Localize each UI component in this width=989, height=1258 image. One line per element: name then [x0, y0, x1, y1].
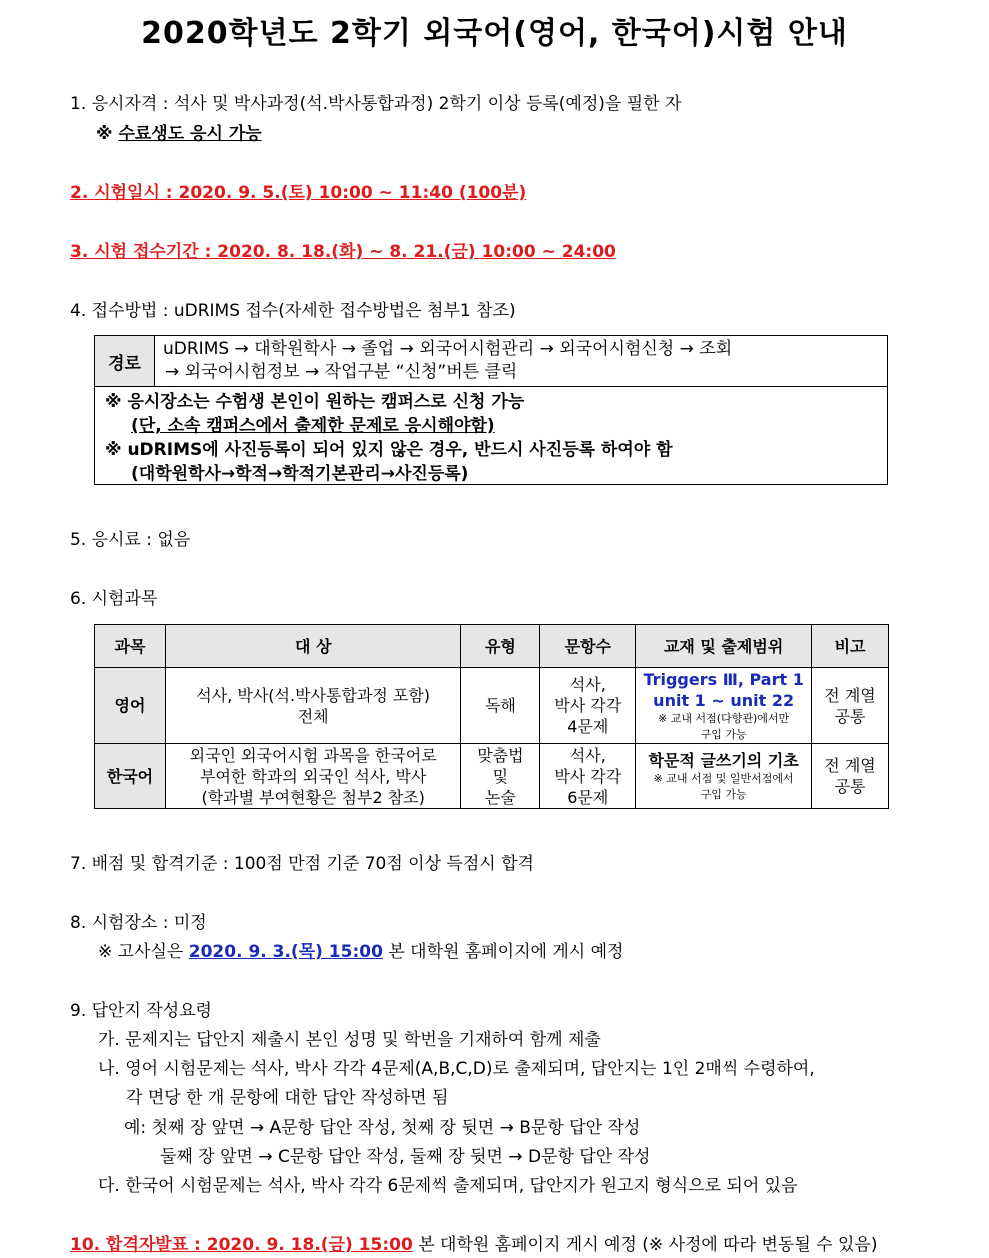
header-subject: 과목 — [95, 625, 166, 668]
page-title: 2020학년도 2학기 외국어(영어, 한국어)시험 안내 — [141, 16, 848, 51]
campus-note: ※ 응시장소는 수험생 본인이 원하는 캠퍼스로 신청 가능 — [105, 392, 525, 412]
remark-cell — [812, 668, 889, 744]
fee-line: 5. 응시료 : 없음 — [70, 530, 191, 550]
answer-rule-c: 다. 한국어 시험문제는 석사, 박사 각각 6문제씩 출제되며, 답안지가 원고지 형식으로 되어 있음 — [98, 1176, 798, 1196]
header-remark: 비고 — [812, 625, 889, 668]
photo-note-path: (대학원학사→학적→학적기본관리→사진등록) — [131, 464, 469, 484]
target-text: 석사, 박사(석.박사통합과정 포함) — [196, 685, 431, 705]
answer-example-2: 둘째 장 앞면 → C문항 답안 작성, 둘째 장 뒷면 → D문항 답안 작성 — [160, 1147, 651, 1167]
target-text: 외국인 외국어시험 과목을 한국어로 — [189, 745, 437, 765]
subjects-heading: 6. 시험과목 — [70, 589, 158, 609]
count-text: 석사, — [569, 745, 606, 765]
route-path — [155, 336, 887, 387]
remark-text: 전 계열 — [824, 685, 876, 705]
eligibility-line: 1. 응시자격 : 석사 및 박사과정(석.박사통합과정) 2학기 이상 등록(예정)을 필한 자 — [70, 94, 682, 114]
count-text: 6문제 — [567, 787, 609, 807]
remark-text: 공통 — [834, 706, 866, 726]
textbook-note: 구입 가능 — [700, 787, 747, 801]
count-text: 석사, — [569, 675, 606, 694]
subject-cell: 한국어 — [95, 744, 166, 809]
target-text: 부여한 학과의 외국인 석사, 박사 — [200, 766, 427, 786]
remark-text: 전 계열 — [824, 756, 876, 775]
result-date: 10. 합격자발표 : 2020. 9. 18.(금) 15:00 — [70, 1235, 413, 1255]
answer-rule-b: 나. 영어 시험문제는 석사, 박사 각각 4문제(A,B,C,D)로 출제되며, 답안지는 1인 2매씩 수령하여, — [98, 1059, 815, 1079]
campus-note-detail: (단, 소속 캠퍼스에서 출제한 문제로 응시해야함) — [131, 416, 495, 436]
exam-room-note: ※ 고사실은 2020. 9. 3.(목) 15:00 본 대학원 홈페이지에 게시 예정 — [98, 942, 624, 962]
target-cell — [165, 668, 461, 744]
route-label: 경로 — [95, 336, 155, 387]
type-cell: 독해 — [461, 668, 540, 744]
target-text: 전체 — [297, 706, 329, 726]
textbook-cell — [636, 668, 812, 744]
header-textbook: 교재 및 출제범위 — [636, 625, 812, 668]
count-cell — [540, 744, 636, 809]
header-target: 대 상 — [165, 625, 461, 668]
count-cell — [540, 668, 636, 744]
answer-rule-a: 가. 문제지는 답안지 제출시 본인 성명 및 학번을 기재하여 함께 제출 — [98, 1030, 601, 1050]
answer-sheet-heading: 9. 답안지 작성요령 — [70, 1001, 212, 1021]
textbook-range: unit 1 ~ unit 22 — [653, 690, 795, 710]
target-cell — [165, 744, 461, 809]
table-row — [95, 744, 889, 809]
textbook-note: ※ 교내 서점(다향관)에서만 — [658, 711, 790, 725]
count-text: 박사 각각 — [554, 766, 622, 786]
remark-text: 공통 — [834, 777, 866, 796]
textbook-title: 학문적 글쓰기의 기초 — [648, 750, 799, 770]
header-count: 문항수 — [540, 625, 636, 668]
textbook-note: 구입 가능 — [700, 727, 747, 741]
registration-period-line: 3. 시험 접수기간 : 2020. 8. 18.(화) ~ 8. 21.(금) 10:00 ~ 24:00 — [70, 242, 616, 262]
textbook-title: Triggers Ⅲ, Part 1 — [643, 669, 804, 689]
route-path-line1: uDRIMS → 대학원학사 → 졸업 → 외국어시험관리 → 외국어시험신청 → 조회 — [163, 339, 733, 359]
table-header-row — [95, 625, 889, 668]
result-announcement-line: 10. 합격자발표 : 2020. 9. 18.(금) 15:00 본 대학원 홈페이지 게시 예정 (※ 사정에 따라 변동될 수 있음) — [70, 1235, 878, 1255]
eligibility-note: ※ 수료생도 응시 가능 — [96, 124, 262, 144]
count-text: 4문제 — [567, 717, 609, 736]
exam-location-line: 8. 시험장소 : 미정 — [70, 913, 207, 933]
type-text: 논술 — [484, 787, 516, 807]
application-route-box — [94, 335, 888, 485]
type-cell — [461, 744, 540, 809]
scoring-line: 7. 배점 및 합격기준 : 100점 만점 기준 70점 이상 득점시 합격 — [70, 854, 534, 874]
route-path-line2: → 외국어시험정보 → 작업구분 “신청”버튼 클릭 — [165, 362, 518, 382]
textbook-cell — [636, 744, 812, 809]
count-text: 박사 각각 — [554, 696, 622, 715]
header-type: 유형 — [461, 625, 540, 668]
subject-cell: 영어 — [95, 668, 166, 744]
type-text: 및 — [492, 766, 509, 786]
photo-note: ※ uDRIMS에 사진등록이 되어 있지 않은 경우, 반드시 사진등록 하여야 함 — [105, 440, 673, 460]
remark-cell — [812, 744, 889, 809]
target-text: (학과별 부여현황은 첨부2 참조) — [201, 787, 425, 807]
table-row — [95, 668, 889, 744]
answer-rule-b-cont: 각 면당 한 개 문항에 대한 답안 작성하면 됨 — [126, 1088, 449, 1108]
subjects-table — [94, 624, 889, 809]
application-method-line: 4. 접수방법 : uDRIMS 접수(자세한 접수방법은 첨부1 참조) — [70, 301, 516, 321]
exam-date-line: 2. 시험일시 : 2020. 9. 5.(토) 10:00 ~ 11:40 (100분) — [70, 183, 527, 203]
textbook-note: ※ 교내 서점 및 일반서점에서 — [653, 771, 794, 785]
exam-room-date: 2020. 9. 3.(목) 15:00 — [188, 942, 383, 962]
type-text: 맞춤법 — [477, 745, 524, 765]
answer-example-1: 예: 첫째 장 앞면 → A문항 답안 작성, 첫째 장 뒷면 → B문항 답안 작성 — [124, 1118, 641, 1138]
route-notes — [105, 390, 673, 486]
